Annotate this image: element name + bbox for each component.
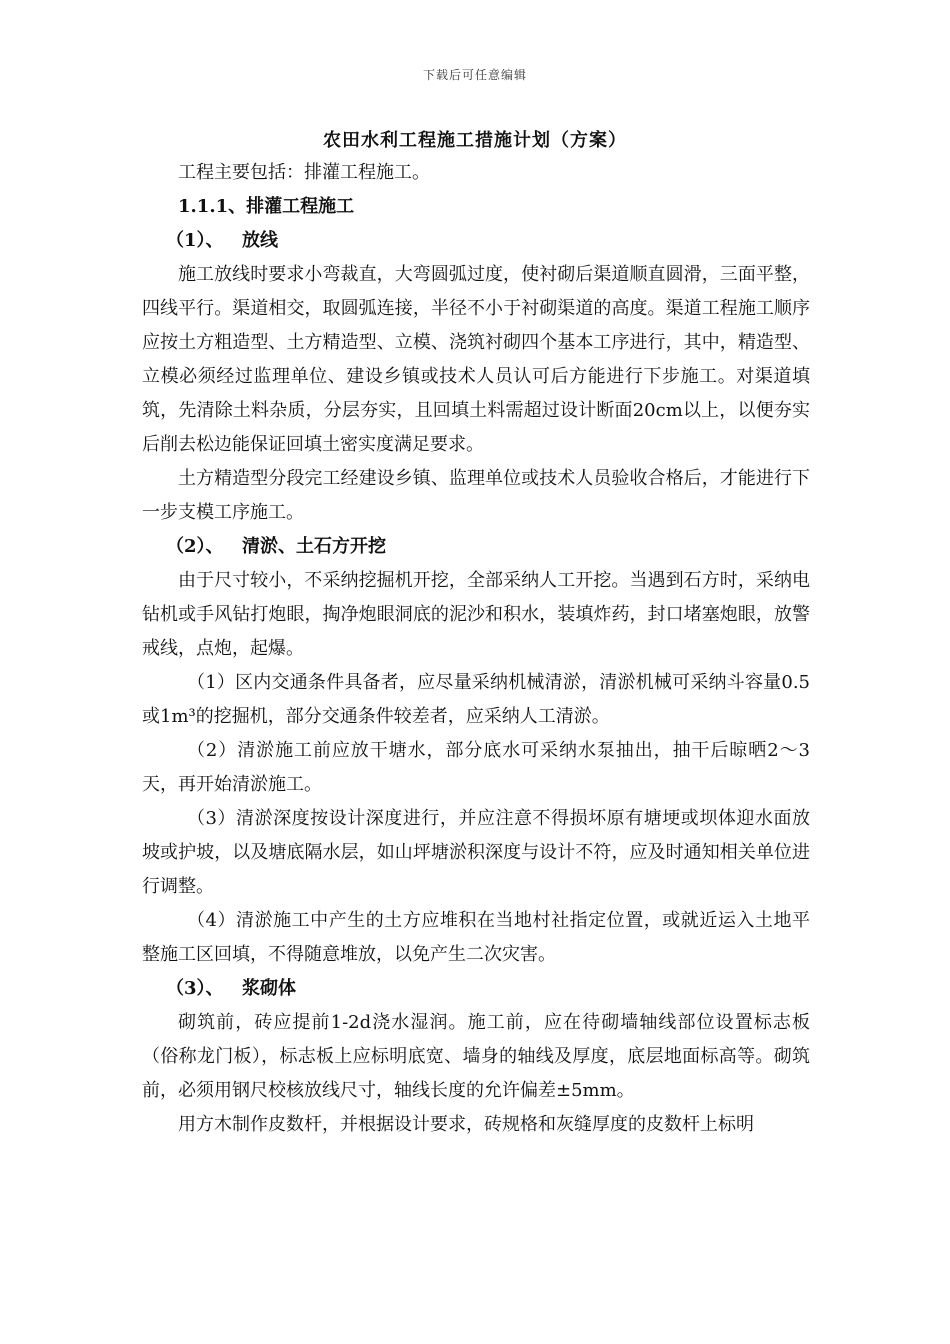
subsection-title: 放线 xyxy=(242,230,278,251)
subsection-number: （1）、 xyxy=(166,230,224,251)
subsection-heading-1 xyxy=(142,224,810,258)
section-heading xyxy=(142,190,810,224)
subsection-heading-2 xyxy=(142,530,810,564)
paragraph: 土方精造型分段完工经建设乡镇、监理单位或技术人员验收合格后，才能进行下一步支模工序施工。 xyxy=(142,468,810,523)
subsection-number: （3）、 xyxy=(166,978,224,999)
header-note: 下载后可任意编辑 xyxy=(422,68,527,82)
list-item: （4）清淤施工中产生的土方应堆积在当地村社指定位置，或就近运入土地平整施工区回填，不得随意堆放，以免产生二次灾害。 xyxy=(142,910,810,965)
section-title: 排灌工程施工 xyxy=(246,196,355,217)
subsection-title: 浆砌体 xyxy=(242,978,296,999)
list-item: （2）清淤施工前应放干塘水，部分底水可采纳水泵抽出，抽干后晾晒2～3天，再开始清淤施工。 xyxy=(142,740,810,795)
paragraph: 施工放线时要求小弯裁直，大弯圆弧过度，使衬砌后渠道顺直圆滑，三面平整，四线平行。渠道相交，取圆弧连接，半径不小于衬砌渠道的高度。渠道工程施工顺序应按土方粗造型、土方精造型、立模、浇筑衬砌四个基本工序进行，其中，精造型、立模必须经过监理单位、建设乡镇或技术人员认可后方能进行下步施工。对渠道填筑，先清除土料杂质，分层夯实，且回填土料需超过设计断面20cm以上，以便夯实后削去松边能保证回填土密实度满足要求。 xyxy=(142,264,810,455)
document-body xyxy=(142,156,810,1142)
subsection-title: 清淤、土石方开挖 xyxy=(242,536,386,557)
list-item: （1）区内交通条件具备者，应尽量采纳机械清淤，清淤机械可采纳斗容量0.5或1m³的挖掘机，部分交通条件较差者，应采纳人工清淤。 xyxy=(142,672,810,727)
section-number: 1.1.1、 xyxy=(178,196,247,217)
paragraph: 由于尺寸较小，不采纳挖掘机开挖，全部采纳人工开挖。当遇到石方时，采纳电钻机或手风钻打炮眼，掏净炮眼洞底的泥沙和积水，装填炸药，封口堵塞炮眼，放警戒线，点炮，起爆。 xyxy=(142,570,810,659)
paragraph: 用方木制作皮数杆，并根据设计要求，砖规格和灰缝厚度的皮数杆上标明 xyxy=(178,1114,754,1135)
subsection-heading-3 xyxy=(142,972,810,1006)
intro-paragraph: 工程主要包括：排灌工程施工。 xyxy=(178,162,430,183)
list-item: （3）清淤深度按设计深度进行，并应注意不得损坏原有塘埂或坝体迎水面放坡或护坡，以及塘底隔水层，如山坪塘淤积深度与设计不符，应及时通知相关单位进行调整。 xyxy=(142,808,810,897)
paragraph: 砌筑前，砖应提前1-2d浇水湿润。施工前，应在待砌墙轴线部位设置标志板（俗称龙门板），标志板上应标明底宽、墙身的轴线及厚度，底层地面标高等。砌筑前，必须用钢尺校核放线尺寸，轴线长度的允许偏差±5mm。 xyxy=(142,1012,810,1101)
document-title: 农田水利工程施工措施计划（方案） xyxy=(323,130,627,151)
subsection-number: （2）、 xyxy=(166,536,224,557)
